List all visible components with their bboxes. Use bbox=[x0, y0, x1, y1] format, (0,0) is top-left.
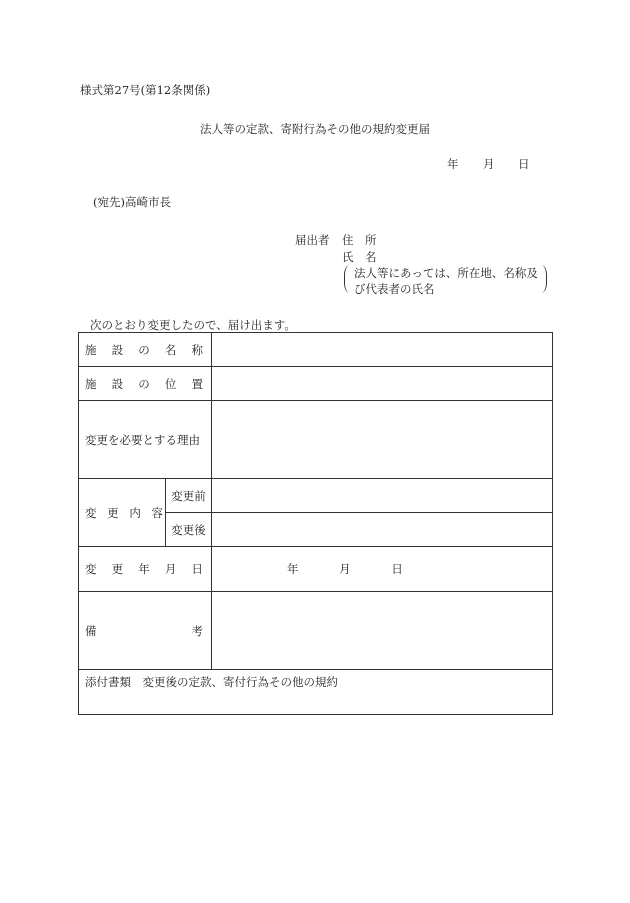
label-char: 月 bbox=[164, 562, 177, 576]
row-remarks bbox=[79, 592, 553, 670]
facility-location-field[interactable] bbox=[212, 367, 553, 401]
facility-location-label bbox=[79, 367, 212, 401]
change-content-label bbox=[79, 479, 166, 547]
row-attachment bbox=[79, 670, 553, 715]
label-char: 考 bbox=[191, 623, 203, 638]
reason-label: 変更を必要とする理由 bbox=[79, 401, 212, 479]
form-title: 法人等の定款、寄附行為その他の規約変更届 bbox=[200, 122, 430, 136]
change-date-year: 年 bbox=[287, 562, 299, 576]
label-char: 変 bbox=[85, 505, 97, 520]
date-year-label: 年 bbox=[447, 157, 459, 171]
label-char: 称 bbox=[191, 342, 203, 357]
remarks-field[interactable] bbox=[212, 592, 553, 670]
attachment-note: 添付書類 変更後の定款、寄付行為その他の規約 bbox=[79, 670, 553, 715]
change-date-field[interactable] bbox=[212, 547, 553, 592]
notifier-label: 届出者 bbox=[295, 233, 330, 247]
label-char: 更 bbox=[111, 562, 124, 576]
after-label: 変更後 bbox=[166, 513, 212, 547]
label-char: 設 bbox=[111, 342, 124, 357]
label-char: 日 bbox=[191, 562, 203, 576]
date-month-label: 月 bbox=[483, 157, 495, 171]
row-change-before bbox=[79, 479, 553, 513]
label-char: 名 bbox=[164, 342, 177, 357]
change-date-day: 日 bbox=[391, 562, 403, 576]
before-label: 変更前 bbox=[166, 479, 212, 513]
name-label: 氏 名 bbox=[342, 250, 377, 264]
form-number: 様式第27号(第12条関係) bbox=[80, 83, 211, 97]
notifier-note-line1: 法人等にあっては、所在地、名称及 bbox=[354, 266, 538, 280]
note-bracket-right bbox=[540, 265, 547, 293]
notifier-note-line2: び代表者の氏名 bbox=[354, 282, 435, 296]
label-char: 変 bbox=[85, 562, 97, 576]
label-char: 内 bbox=[129, 505, 141, 520]
notification-form-table bbox=[78, 332, 553, 715]
facility-name-label bbox=[79, 333, 212, 367]
row-reason bbox=[79, 401, 553, 479]
before-field[interactable] bbox=[212, 479, 553, 513]
intro-text: 次のとおり変更したので、届け出ます。 bbox=[90, 318, 296, 332]
note-bracket-left bbox=[344, 265, 351, 293]
change-date-label bbox=[79, 547, 212, 592]
label-char: の bbox=[138, 376, 150, 391]
label-char: 備 bbox=[85, 623, 97, 638]
label-char: 施 bbox=[85, 376, 97, 391]
label-char: 更 bbox=[107, 505, 119, 520]
facility-name-field[interactable] bbox=[212, 333, 553, 367]
remarks-label bbox=[79, 592, 212, 670]
row-facility-location bbox=[79, 367, 553, 401]
after-field[interactable] bbox=[212, 513, 553, 547]
row-change-date bbox=[79, 547, 553, 592]
label-char: 位 bbox=[164, 376, 177, 391]
label-char: 年 bbox=[138, 562, 150, 576]
reason-field[interactable] bbox=[212, 401, 553, 479]
change-date-month: 月 bbox=[339, 562, 351, 576]
label-char: の bbox=[138, 342, 150, 357]
label-char: 容 bbox=[151, 505, 163, 520]
label-char: 設 bbox=[111, 376, 124, 391]
label-char: 施 bbox=[85, 342, 97, 357]
row-facility-name bbox=[79, 333, 553, 367]
label-char: 置 bbox=[191, 376, 203, 391]
addressee: (宛先)高崎市長 bbox=[93, 195, 171, 209]
date-day-label: 日 bbox=[518, 157, 530, 171]
address-label: 住 所 bbox=[342, 233, 377, 247]
